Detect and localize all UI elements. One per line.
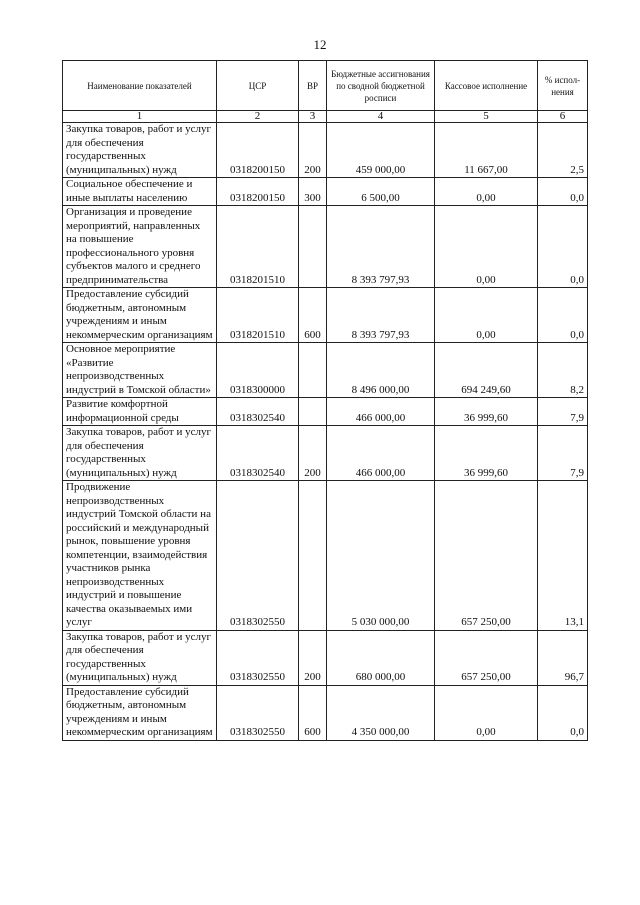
table-row — [63, 426, 588, 481]
column-number-row — [63, 111, 588, 123]
row-name: Социальное обеспечение и иные выплаты населению — [63, 178, 217, 206]
row-vr — [299, 398, 327, 426]
column-number: 3 — [299, 111, 327, 123]
table-row — [63, 178, 588, 206]
row-csr: 0318201510 — [217, 206, 299, 288]
row-cash: 11 667,00 — [435, 123, 538, 178]
table-row — [63, 343, 588, 398]
table-row — [63, 123, 588, 178]
header-csr: ЦСР — [217, 61, 299, 111]
row-cash: 657 250,00 — [435, 630, 538, 685]
column-number: 1 — [63, 111, 217, 123]
column-number: 4 — [327, 111, 435, 123]
header-cash: Кассовое исполнение — [435, 61, 538, 111]
row-vr: 200 — [299, 123, 327, 178]
row-cash: 0,00 — [435, 178, 538, 206]
row-cash: 0,00 — [435, 206, 538, 288]
table-row — [63, 630, 588, 685]
row-name: Предоставление субсидий бюджетным, автономным учреждениям и иным некоммерческим организациям — [63, 288, 217, 343]
row-assignments: 8 496 000,00 — [327, 343, 435, 398]
row-percent: 0,0 — [538, 206, 588, 288]
header-percent: % испол-нения — [538, 61, 588, 111]
row-cash: 657 250,00 — [435, 481, 538, 631]
row-vr: 200 — [299, 426, 327, 481]
row-cash: 36 999,60 — [435, 426, 538, 481]
row-name: Продвижение непроизводственных индустрий Томской области на российский и международный рынок, повышение уровня компетенции, взаимодействия участников рынка непроизводственных индустрий и повышение качества оказываемых ими услуг — [63, 481, 217, 631]
row-csr: 0318302550 — [217, 685, 299, 740]
row-vr — [299, 481, 327, 631]
row-assignments: 466 000,00 — [327, 398, 435, 426]
header-row — [63, 61, 588, 111]
row-cash: 0,00 — [435, 685, 538, 740]
row-assignments: 8 393 797,93 — [327, 288, 435, 343]
row-assignments: 8 393 797,93 — [327, 206, 435, 288]
row-csr: 0318302550 — [217, 630, 299, 685]
row-percent: 0,0 — [538, 288, 588, 343]
row-percent: 8,2 — [538, 343, 588, 398]
row-csr: 0318302540 — [217, 426, 299, 481]
header-vr: ВР — [299, 61, 327, 111]
row-name: Закупка товаров, работ и услуг для обеспечения государственных (муниципальных) нужд — [63, 123, 217, 178]
table-row — [63, 481, 588, 631]
row-name: Организация и проведение мероприятий, направленных на повышение профессионального уровня субъектов малого и среднего предпринимательства — [63, 206, 217, 288]
row-csr: 0318300000 — [217, 343, 299, 398]
row-name: Основное мероприятие «Развитие непроизводственных индустрий в Томской области» — [63, 343, 217, 398]
row-csr: 0318302550 — [217, 481, 299, 631]
row-vr: 600 — [299, 288, 327, 343]
row-percent: 0,0 — [538, 178, 588, 206]
row-percent: 0,0 — [538, 685, 588, 740]
row-name: Закупка товаров, работ и услуг для обеспечения государственных (муниципальных) нужд — [63, 426, 217, 481]
row-vr: 300 — [299, 178, 327, 206]
row-name: Развитие комфортной информационной среды — [63, 398, 217, 426]
table-row — [63, 398, 588, 426]
row-vr: 200 — [299, 630, 327, 685]
row-csr: 0318302540 — [217, 398, 299, 426]
page-number: 12 — [313, 37, 327, 52]
table-row — [63, 288, 588, 343]
column-number: 2 — [217, 111, 299, 123]
row-cash: 694 249,60 — [435, 343, 538, 398]
row-assignments: 466 000,00 — [327, 426, 435, 481]
table-row — [63, 206, 588, 288]
column-number: 6 — [538, 111, 588, 123]
row-percent: 96,7 — [538, 630, 588, 685]
row-csr: 0318201510 — [217, 288, 299, 343]
row-vr — [299, 343, 327, 398]
row-cash: 36 999,60 — [435, 398, 538, 426]
row-assignments: 4 350 000,00 — [327, 685, 435, 740]
row-assignments: 680 000,00 — [327, 630, 435, 685]
row-csr: 0318200150 — [217, 178, 299, 206]
row-assignments: 5 030 000,00 — [327, 481, 435, 631]
row-percent: 7,9 — [538, 426, 588, 481]
budget-execution-table — [62, 60, 588, 741]
row-assignments: 6 500,00 — [327, 178, 435, 206]
header-assignments: Бюджетные ассигнования по сводной бюджетной росписи — [327, 61, 435, 111]
row-vr: 600 — [299, 685, 327, 740]
row-name: Закупка товаров, работ и услуг для обеспечения государственных (муниципальных) нужд — [63, 630, 217, 685]
row-percent: 7,9 — [538, 398, 588, 426]
column-number: 5 — [435, 111, 538, 123]
table-row — [63, 685, 588, 740]
row-cash: 0,00 — [435, 288, 538, 343]
row-assignments: 459 000,00 — [327, 123, 435, 178]
row-csr: 0318200150 — [217, 123, 299, 178]
row-percent: 13,1 — [538, 481, 588, 631]
row-percent: 2,5 — [538, 123, 588, 178]
header-name: Наименование показателей — [63, 61, 217, 111]
row-name: Предоставление субсидий бюджетным, автономным учреждениям и иным некоммерческим организациям — [63, 685, 217, 740]
row-vr — [299, 206, 327, 288]
